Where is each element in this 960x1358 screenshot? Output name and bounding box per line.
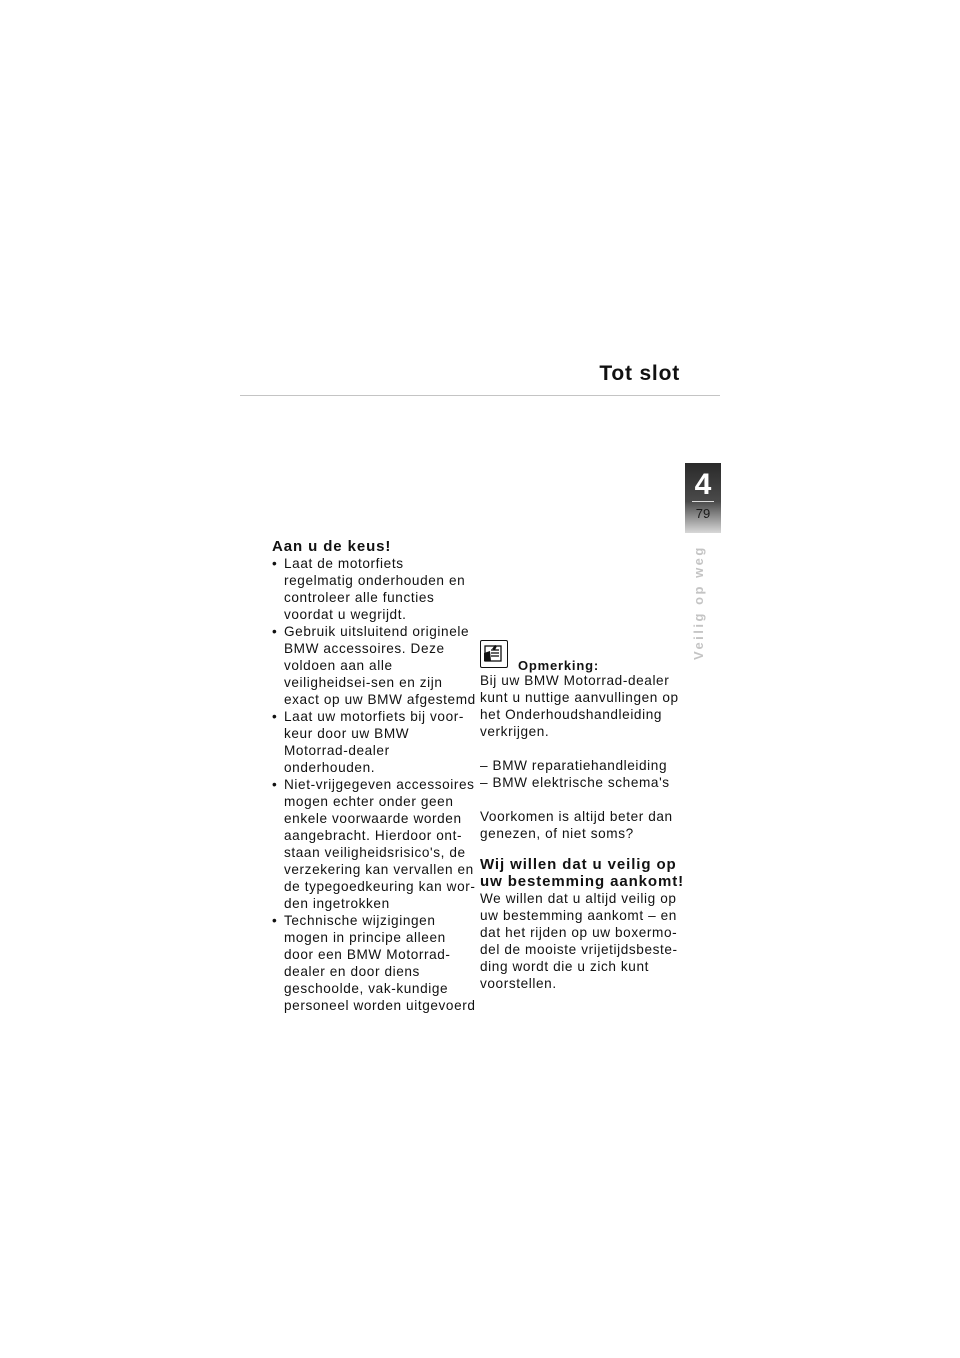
chapter-divider — [692, 501, 714, 502]
dash-item: – BMW reparatiehandleiding — [480, 758, 668, 773]
dash-item: – BMW elektrische schema's — [480, 775, 670, 790]
section-heading: Aan u de keus! — [272, 538, 392, 555]
note-text: Bij uw BMW Motorrad-dealer kunt u nuttige aanvullingen op het Onderhoudshandleiding verkrijgen. — [480, 673, 679, 739]
chapter-number: 4 — [694, 468, 712, 501]
chapter-tab — [685, 463, 721, 533]
list-item: • Technische wijzigingen mogen in principe alleen door een BMW Motorrad-dealer en door diens geschoolde, vak-kundige personeel worden uitgevoerd — [272, 912, 477, 1014]
title-divider — [240, 395, 720, 396]
list-item: • Gebruik uitsluitend originele BMW accessoires. Deze voldoen aan alle veiligheidsei-sen en zijn exact op uw BMW afgestemd — [272, 623, 477, 708]
section-heading-2: Wij willen dat u veilig op uw bestemming aankomt! — [480, 856, 684, 890]
advice-list — [272, 555, 477, 1014]
list-item: • Laat uw motorfiets bij voor-keur door uw BMW Motorrad-dealer onderhouden. — [272, 708, 477, 776]
note-label: Opmerking: — [518, 658, 599, 673]
chapter-side-label: Veilig op weg — [691, 545, 706, 660]
note-hand-icon — [480, 640, 508, 668]
list-item: • Niet-vrijgegeven accessoires mogen echter onder geen enkele voorwaarde worden aangebracht. Hierdoor ont-staan veiligheidsrisico's, de verzekering kan vervallen en de typegoedkeuring kan wor-den ingetrokken — [272, 776, 477, 912]
list-item: • Laat de motorfiets regelmatig onderhouden en controleer alle functies voordat u wegrijdt. — [272, 555, 477, 623]
note-header — [480, 640, 690, 672]
closing-question: Voorkomen is altijd beter dan genezen, of niet soms? — [480, 809, 673, 841]
right-column — [480, 640, 690, 992]
page-title: Tot slot — [599, 362, 680, 385]
left-column — [272, 538, 477, 1014]
page-number: 79 — [695, 506, 711, 521]
closing-paragraph: We willen dat u altijd veilig op uw bestemming aankomt – en dat het rijden op uw boxermo-del de mooiste vrijetijdsbeste-ding wordt die u zich kunt voorstellen. — [480, 891, 678, 991]
